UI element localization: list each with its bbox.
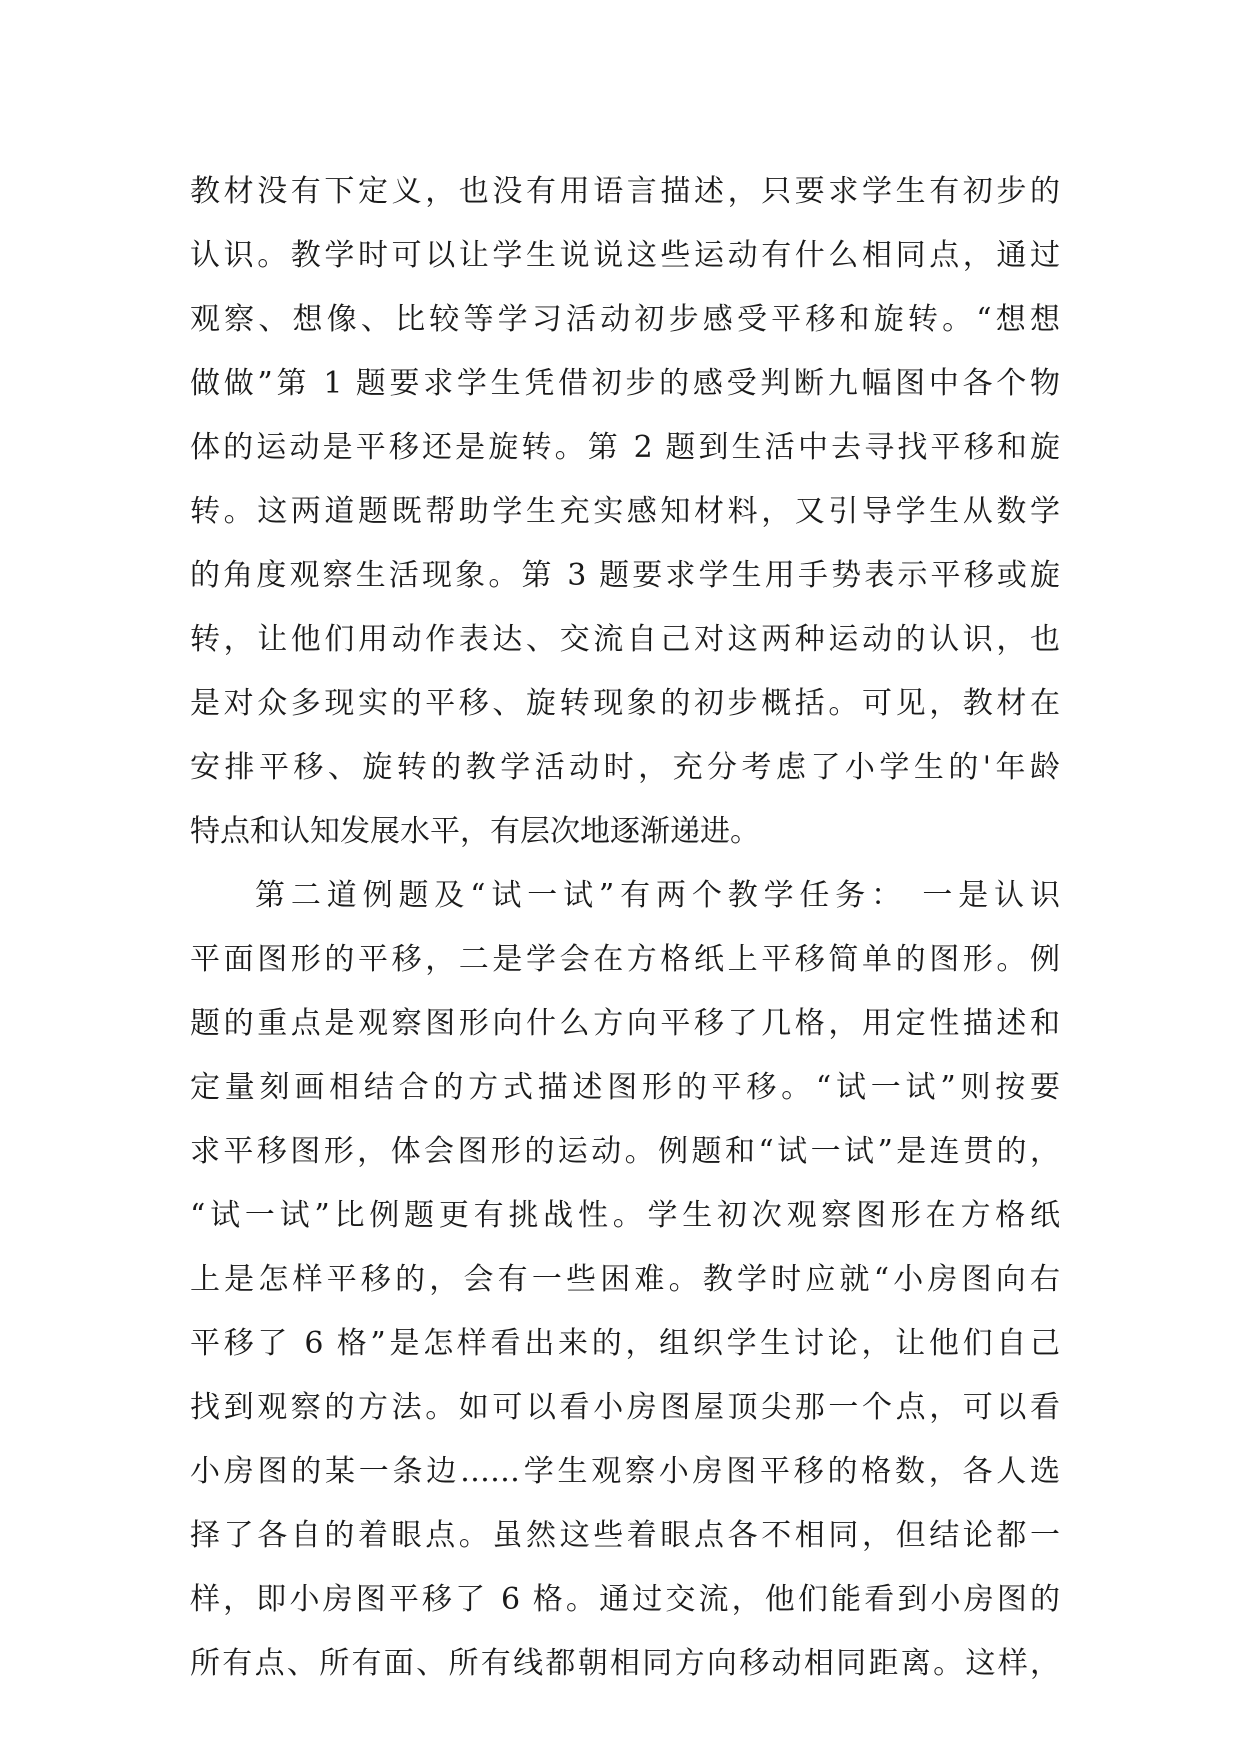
text-line: 定量刻画相结合的方式描述图形的平移。“试一试”则按要 <box>190 1070 1060 1105</box>
text-line: 转。这两道题既帮助学生充实感知材料，又引导学生从数学 <box>190 494 1060 529</box>
text-line: 题的重点是观察图形向什么方向平移了几格，用定性描述和 <box>190 1006 1060 1041</box>
text-line: 择了各自的着眼点。虽然这些着眼点各不相同，但结论都一 <box>190 1518 1060 1553</box>
paragraph-end-line: 特点和认知发展水平，有层次地逐渐递进。 <box>190 814 760 849</box>
text-line: 上是怎样平移的，会有一些困难。教学时应就“小房图向右 <box>190 1262 1060 1297</box>
text-line: 观察、想像、比较等学习活动初步感受平移和旋转。“想想 <box>190 302 1060 337</box>
text-line: 安排平移、旋转的教学活动时，充分考虑了小学生的'年龄 <box>190 750 1060 785</box>
text-line: 找到观察的方法。如可以看小房图屋顶尖那一个点，可以看 <box>190 1390 1060 1425</box>
text-line: 求平移图形，体会图形的运动。例题和“试一试”是连贯的， <box>190 1134 1060 1169</box>
paragraph-first-line: 第二道例题及“试一试”有两个教学任务： 一是认识 <box>255 878 1060 913</box>
text-line: 所有点、所有面、所有线都朝相同方向移动相同距离。这样， <box>190 1646 1060 1681</box>
text-line: “试一试”比例题更有挑战性。学生初次观察图形在方格纸 <box>190 1198 1060 1233</box>
text-line: 体的运动是平移还是旋转。第 2 题到生活中去寻找平移和旋 <box>190 430 1060 465</box>
text-line: 平面图形的平移，二是学会在方格纸上平移简单的图形。例 <box>190 942 1060 977</box>
text-line: 样，即小房图平移了 6 格。通过交流，他们能看到小房图的 <box>190 1582 1060 1617</box>
text-line: 转，让他们用动作表达、交流自己对这两种运动的认识，也 <box>190 622 1060 657</box>
text-line: 平移了 6 格”是怎样看出来的，组织学生讨论，让他们自己 <box>190 1326 1060 1361</box>
body-text <box>190 160 1060 1696</box>
text-line: 的角度观察生活现象。第 3 题要求学生用手势表示平移或旋 <box>190 558 1060 593</box>
text-line: 做做”第 1 题要求学生凭借初步的感受判断九幅图中各个物 <box>190 366 1060 401</box>
text-line: 认识。教学时可以让学生说说这些运动有什么相同点，通过 <box>190 238 1060 273</box>
text-line: 教材没有下定义，也没有用语言描述，只要求学生有初步的 <box>190 174 1060 209</box>
text-line: 小房图的某一条边……学生观察小房图平移的格数，各人选 <box>190 1454 1060 1489</box>
text-line: 是对众多现实的平移、旋转现象的初步概括。可见，教材在 <box>190 686 1060 721</box>
